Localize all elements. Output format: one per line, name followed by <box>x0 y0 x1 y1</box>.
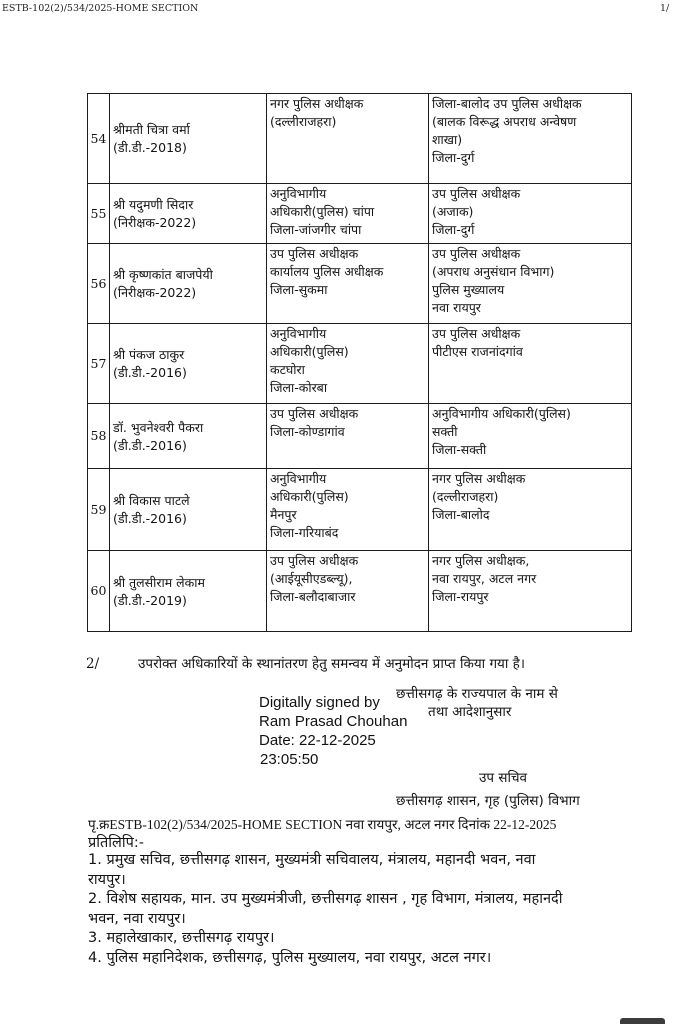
table-row <box>88 94 632 184</box>
cell-line: जिला-दुर्ग <box>432 222 475 237</box>
posting-table <box>87 93 632 632</box>
serial-number-cell: 57 <box>88 324 110 404</box>
cell-line: पीटीएस राजनांदगांव <box>432 344 523 359</box>
copy-to-line: 3. महालेखाकार, छत्तीसगढ़ रायपुर। <box>88 930 275 947</box>
cell-line: (अपराध अनुसंधान विभाग) <box>432 264 555 279</box>
page-scroll-indicator <box>620 1018 665 1024</box>
cell-line: उप पुलिस अधीक्षक <box>432 186 521 201</box>
governor-line-2: तथा आदेशानुसार <box>428 704 512 720</box>
copy-to-heading: प्रतिलिपि:- <box>88 835 144 851</box>
officer-name-cell <box>110 94 267 184</box>
cell-line: जिला-बलौदाबाजार <box>270 589 356 604</box>
cell-line: जिला-सक्ती <box>432 442 487 457</box>
serial-number-cell: 58 <box>88 404 110 469</box>
endorsement-reference-line: पृ.क्रESTB-102(2)/534/2025-HOME SECTION नवा रायपुर, अटल नगर दिनांक 22-12-2025 <box>88 817 557 832</box>
paragraph-2 <box>86 654 525 672</box>
cell-line: अनुविभागीय अधिकारी(पुलिस) <box>432 406 571 421</box>
cell-line: उप पुलिस अधीक्षक <box>432 326 521 341</box>
table-row <box>88 551 632 632</box>
cell-line: नवा रायपुर <box>432 300 481 315</box>
signature-name: Ram Prasad Chouhan <box>259 713 408 730</box>
cell-line: जिला-कोरबा <box>270 380 328 395</box>
cell-line: जिला-सुकमा <box>270 282 328 297</box>
signatory-designation: उप सचिव <box>479 770 528 786</box>
cell-line: जिला-बालोद <box>432 507 490 522</box>
new-posting-cell <box>429 244 632 324</box>
signatory-department: छत्तीसगढ़ शासन, गृह (पुलिस) विभाग <box>396 793 580 809</box>
cell-line: अनुविभागीय <box>270 186 327 201</box>
cell-line: अनुविभागीय <box>270 471 327 486</box>
cell-line: नगर पुलिस अधीक्षक <box>270 96 364 111</box>
cell-line: (डी.डी.-2019) <box>113 592 187 608</box>
cell-line: (बालक विरूद्ध अपराध अन्वेषण <box>432 114 577 129</box>
new-posting-cell <box>429 551 632 632</box>
cell-line: उप पुलिस अधीक्षक <box>270 406 359 421</box>
page-mark: 1/ <box>660 3 670 14</box>
cell-line: उप पुलिस अधीक्षक <box>270 553 359 568</box>
signature-date: Date: 22-12-2025 <box>259 732 376 749</box>
cell-line: डॉ. भुवनेश्वरी पैकरा <box>113 419 204 435</box>
cell-line: अनुविभागीय <box>270 326 327 341</box>
cell-line: अधिकारी(पुलिस) चांपा <box>270 204 375 219</box>
cell-line: सक्ती <box>432 424 458 439</box>
cell-line: (दल्लीराजहरा) <box>432 489 499 504</box>
cell-line: जिला-रायपुर <box>432 589 489 604</box>
current-posting-cell <box>267 244 429 324</box>
cell-line: श्री पंकज ठाकुर <box>113 347 185 362</box>
table-row <box>88 324 632 404</box>
cell-line: श्री कृष्णकांत बाजपेयी <box>113 267 213 282</box>
cell-line: अधिकारी(पुलिस) <box>270 489 349 504</box>
cell-line: (डी.डी.-2018) <box>113 140 187 155</box>
new-posting-cell <box>429 469 632 551</box>
copy-to-line: 2. विशेष सहायक, मान. उप मुख्यमंत्रीजी, छत्तीसगढ़ शासन , गृह विभाग, मंत्रालय, महानदी <box>88 891 563 908</box>
cell-line: श्रीमती चित्रा वर्मा <box>113 122 190 137</box>
cell-line: पुलिस मुख्यालय <box>432 282 505 297</box>
copy-to-list <box>88 851 658 969</box>
cell-line: श्री विकास पाटले <box>113 493 190 508</box>
officer-name-cell <box>110 184 267 244</box>
current-posting-cell <box>267 324 429 404</box>
cell-line: जिला-जांजगीर चांपा <box>270 222 362 237</box>
table-row <box>88 469 632 551</box>
paragraph-number: 2/ <box>86 656 100 672</box>
cell-line: उप पुलिस अधीक्षक <box>270 246 359 261</box>
new-posting-cell <box>429 184 632 244</box>
cell-line: जिला-दुर्ग <box>432 150 475 165</box>
file-reference-header: ESTB-102(2)/534/2025-HOME SECTION <box>2 3 199 14</box>
paragraph-text: उपरोक्त अधिकारियों के स्थानांतरण हेतु समन्वय में अनुमोदन प्राप्त किया गया है। <box>138 656 525 672</box>
current-posting-cell <box>267 469 429 551</box>
posting-table-body <box>88 94 632 632</box>
serial-number-cell: 56 <box>88 244 110 324</box>
current-posting-cell <box>267 404 429 469</box>
new-posting-cell <box>429 94 632 184</box>
copy-to-line: 1. प्रमुख सचिव, छत्तीसगढ़ शासन, मुख्यमंत्री सचिवालय, मंत्रालय, महानदी भवन, नवा <box>88 852 536 868</box>
cell-line: (निरीक्षक-2022) <box>113 285 197 300</box>
copy-to-line: भवन, नवा रायपुर। <box>88 910 186 927</box>
cell-line: नगर पुलिस अधीक्षक, <box>432 553 530 568</box>
new-posting-cell <box>429 324 632 404</box>
current-posting-cell <box>267 94 429 184</box>
cell-line: उप पुलिस अधीक्षक <box>432 246 521 261</box>
cell-line: (निरीक्षक-2022) <box>113 215 197 230</box>
cell-line: जिला-गरियाबंद <box>270 525 339 540</box>
serial-number-cell: 60 <box>88 551 110 632</box>
cell-line: जिला-बालोद उप पुलिस अधीक्षक <box>432 96 582 111</box>
officer-name-cell <box>110 244 267 324</box>
cell-line: श्री तुलसीराम लेकाम <box>113 574 205 590</box>
signature-signed-by: Digitally signed by <box>259 694 380 711</box>
cell-line: (दल्लीराजहरा) <box>270 114 337 129</box>
current-posting-cell <box>267 184 429 244</box>
cell-line: मैनपुर <box>270 507 297 522</box>
serial-number-cell: 54 <box>88 94 110 184</box>
governor-line-1: छत्तीसगढ़ के राज्यपाल के नाम से <box>396 686 558 702</box>
cell-line: श्री यदुमणी सिदार <box>113 197 194 212</box>
cell-line: कार्यालय पुलिस अधीक्षक <box>270 264 384 279</box>
copy-to-line: रायपुर। <box>88 871 126 888</box>
cell-line: (आईयूसीएडब्ल्यू), <box>270 571 353 586</box>
table-row <box>88 184 632 244</box>
cell-line: (अजाक) <box>432 204 474 219</box>
officer-name-cell <box>110 469 267 551</box>
cell-line: (डी.डी.-2016) <box>113 511 187 526</box>
copy-to-line: 4. पुलिस महानिदेशक, छत्तीसगढ़, पुलिस मुख्यालय, नवा रायपुर, अटल नगर। <box>88 949 492 966</box>
cell-line: नवा रायपुर, अटल नगर <box>432 571 537 586</box>
cell-line: (डी.डी.-2016) <box>113 365 187 380</box>
digital-signature-block <box>259 693 407 769</box>
serial-number-cell: 55 <box>88 184 110 244</box>
officer-name-cell <box>110 551 267 632</box>
cell-line: शाखा) <box>432 132 463 147</box>
officer-name-cell <box>110 324 267 404</box>
cell-line: जिला-कोण्डागांव <box>270 424 345 439</box>
cell-line: (डी.डी.-2016) <box>113 437 187 453</box>
cell-line: नगर पुलिस अधीक्षक <box>432 471 526 486</box>
new-posting-cell <box>429 404 632 469</box>
current-posting-cell <box>267 551 429 632</box>
table-row <box>88 404 632 469</box>
officer-name-cell <box>110 404 267 469</box>
cell-line: कटघोरा <box>270 362 305 377</box>
table-row <box>88 244 632 324</box>
signature-time: 23:05:50 <box>260 751 319 768</box>
cell-line: अधिकारी(पुलिस) <box>270 344 349 359</box>
serial-number-cell: 59 <box>88 469 110 551</box>
